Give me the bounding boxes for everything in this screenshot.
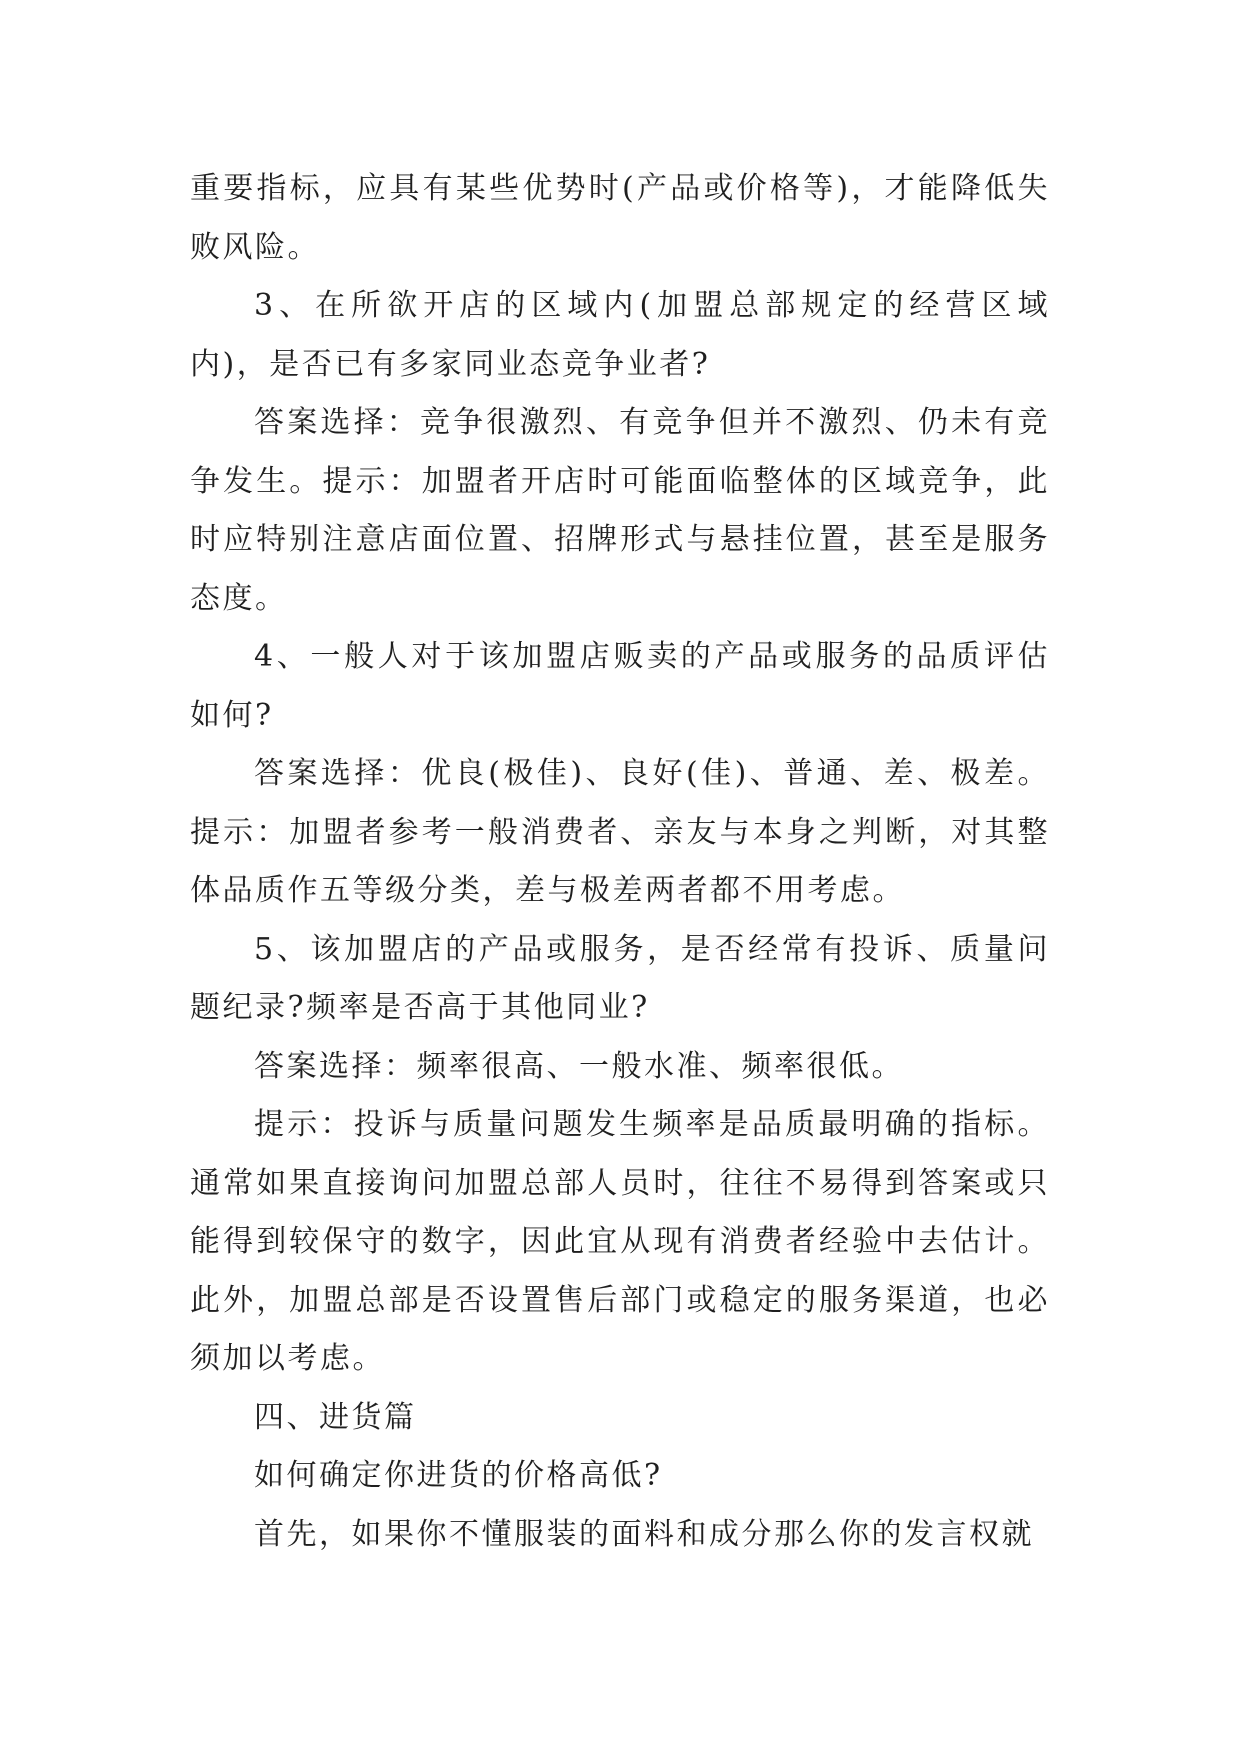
paragraph-continuation: 重要指标，应具有某些优势时(产品或价格等)，才能降低失败风险。 (190, 171, 1050, 265)
hint-5: 提示：投诉与质量问题发生频率是品质最明确的指标。通常如果直接询问加盟总部人员时，往往不易得到答案或只能得到较保守的数字，因此宜从现有消费者经验中去估计。此外，加盟总部是否设置售后部门或稳定的服务渠道，也必须加以考虑。 (190, 1107, 1050, 1376)
question-3: 3、在所欲开店的区域内(加盟总部规定的经营区域内)，是否已有多家同业态竞争业者? (190, 288, 1050, 382)
document-body (190, 160, 1050, 1564)
section-question: 如何确定你进货的价格高低? (254, 1458, 663, 1493)
question-4: 4、一般人对于该加盟店贩卖的产品或服务的品质评估如何? (190, 639, 1050, 733)
question-5: 5、该加盟店的产品或服务，是否经常有投诉、质量问题纪录?频率是否高于其他同业? (190, 931, 1050, 1025)
answer-4: 答案选择：优良(极佳)、良好(佳)、普通、差、极差。提示：加盟者参考一般消费者、亲友与本身之判断，对其整体品质作五等级分类，差与极差两者都不用考虑。 (190, 756, 1050, 908)
answer-3: 答案选择：竞争很激烈、有竞争但并不激烈、仍未有竞争发生。提示：加盟者开店时可能面临整体的区域竞争，此时应特别注意店面位置、招牌形式与悬挂位置，甚至是服务态度。 (190, 405, 1050, 616)
answer-5: 答案选择：频率很高、一般水准、频率很低。 (254, 1048, 904, 1084)
section-heading: 四、进货篇 (254, 1399, 417, 1435)
section-paragraph: 首先，如果你不懂服装的面料和成分那么你的发言权就 (254, 1516, 1034, 1552)
